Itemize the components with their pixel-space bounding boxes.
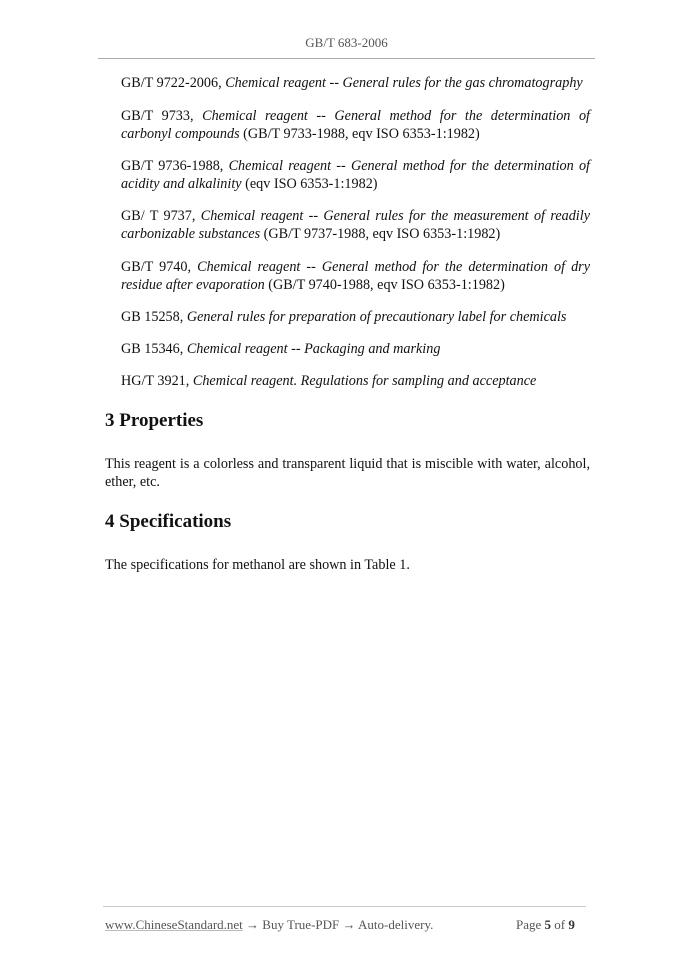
running-header: GB/T 683-2006 — [305, 35, 388, 50]
reference-code: GB/ T 9737, — [121, 208, 201, 224]
reference-item — [121, 207, 590, 243]
reference-item — [121, 258, 590, 294]
reference-note: (eqv ISO 6353-1:1982) — [241, 176, 378, 192]
total-pages: 9 — [568, 917, 575, 932]
reference-item — [121, 308, 590, 326]
page-number — [516, 917, 575, 933]
reference-code: GB/T 9722-2006, — [121, 75, 226, 91]
header-divider — [98, 58, 595, 59]
section-paragraph: The specifications for methanol are shown in Table 1. — [105, 557, 410, 573]
reference-code: GB 15346, — [121, 341, 187, 357]
reference-title: Chemical reagent -- General method for the determination of acidity and alkalinity — [121, 158, 590, 192]
reference-code: GB/T 9736-1988, — [121, 158, 229, 174]
reference-title: Chemical reagent -- General rules for the measurement of readily carbonizable substances — [121, 208, 590, 242]
reference-note: (GB/T 9740-1988, eqv ISO 6353-1:1982) — [264, 277, 505, 293]
footer-promo — [105, 917, 433, 933]
reference-title: General rules for preparation of precautionary label for chemicals — [186, 309, 567, 325]
footer-divider — [103, 906, 586, 907]
reference-title: Chemical reagent. Regulations for sampling and acceptance — [192, 373, 537, 389]
page-label: Page — [516, 917, 545, 932]
reference-item — [121, 157, 590, 193]
reference-title: Chemical reagent -- General method for the determination of carbonyl compounds — [121, 108, 590, 142]
reference-title: Chemical reagent -- Packaging and marking — [186, 341, 441, 357]
reference-item — [121, 74, 590, 92]
reference-note: (GB/T 9737-1988, eqv ISO 6353-1:1982) — [260, 226, 501, 242]
reference-code: GB/T 9740, — [121, 259, 198, 275]
reference-code: HG/T 3921, — [121, 373, 193, 389]
reference-code: GB 15258, — [121, 309, 187, 325]
footer-text: → Buy True-PDF → Auto-delivery. — [242, 917, 434, 932]
section-paragraph: This reagent is a colorless and transparent liquid that is miscible with water, alcohol, ether, etc. — [105, 456, 590, 490]
reference-title: Chemical reagent -- General method for the determination of dry residue after evaporation — [121, 259, 590, 293]
reference-item — [121, 107, 590, 143]
website-link[interactable]: www.ChineseStandard.net — [105, 917, 243, 932]
reference-item — [121, 372, 590, 390]
reference-title: Chemical reagent -- General rules for the gas chromatography — [225, 75, 583, 91]
of-label: of — [551, 917, 569, 932]
reference-item — [121, 340, 590, 358]
section-heading: 4 Specifications — [105, 511, 232, 532]
reference-code: GB/T 9733, — [121, 108, 203, 124]
current-page: 5 — [544, 917, 552, 932]
section-heading: 3 Properties — [105, 410, 204, 431]
reference-note: (GB/T 9733-1988, eqv ISO 6353-1:1982) — [239, 126, 480, 142]
